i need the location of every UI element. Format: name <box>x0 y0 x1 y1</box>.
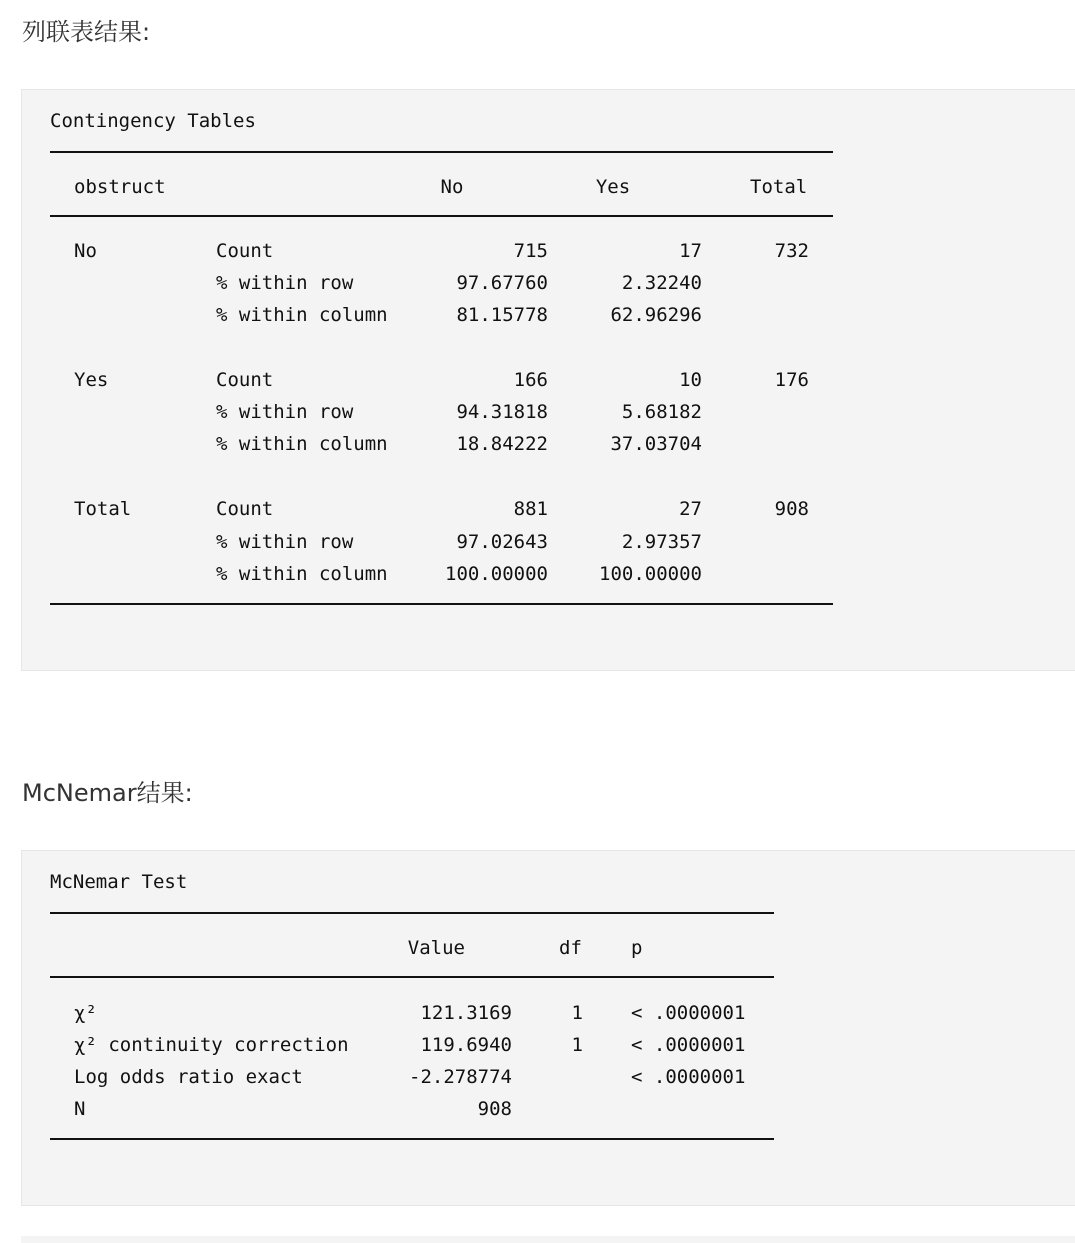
group-label-no: No <box>74 240 97 262</box>
stat-label: Count <box>216 240 274 262</box>
header-rule <box>50 976 774 978</box>
cell-yes: 2.32240 <box>621 272 702 294</box>
cell-yes: 27 <box>679 498 702 520</box>
mcnemar-heading: McNemar结果: <box>22 779 193 807</box>
cell-value: 908 <box>477 1098 512 1120</box>
cell-p: < .0000001 <box>631 1002 746 1024</box>
cell-p: < .0000001 <box>631 1034 746 1056</box>
col-header-total: Total <box>750 176 808 198</box>
group-label-yes: Yes <box>74 369 109 391</box>
stat-label: Count <box>216 498 274 520</box>
cell-no: 94.31818 <box>456 401 548 423</box>
stat-label: χ² <box>74 1002 97 1024</box>
cell-total: 176 <box>774 369 809 391</box>
col-header-value: Value <box>407 937 465 959</box>
stat-label: % within column <box>216 304 388 326</box>
cell-yes: 5.68182 <box>621 401 702 423</box>
cell-yes: 10 <box>679 369 702 391</box>
cell-yes: 37.03704 <box>610 433 702 455</box>
cell-no: 97.02643 <box>456 531 548 553</box>
cell-p: < .0000001 <box>631 1066 746 1088</box>
cell-value: -2.278774 <box>409 1066 512 1088</box>
mcnemar-code-block <box>21 850 1075 1206</box>
cell-yes: 2.97357 <box>621 531 702 553</box>
stat-label: % within column <box>216 563 388 585</box>
stat-label: Count <box>216 369 274 391</box>
contingency-title: Contingency Tables <box>50 110 256 132</box>
cell-no: 881 <box>513 498 548 520</box>
mcnemar-title: McNemar Test <box>50 871 188 893</box>
top-rule <box>50 912 774 914</box>
stat-label: % within column <box>216 433 388 455</box>
col-header-no: No <box>440 176 464 198</box>
col-header-obstruct: obstruct <box>74 176 166 198</box>
contingency-code-block <box>21 89 1075 671</box>
cell-yes: 100.00000 <box>599 563 702 585</box>
contingency-heading: 列联表结果: <box>22 18 151 46</box>
group-label-total: Total <box>74 498 132 520</box>
stat-label: % within row <box>216 401 354 423</box>
col-header-yes: Yes <box>595 176 631 198</box>
cell-no: 97.67760 <box>456 272 548 294</box>
stat-label: % within row <box>216 272 354 294</box>
top-rule <box>50 151 833 153</box>
cell-no: 715 <box>513 240 548 262</box>
cell-yes: 62.96296 <box>610 304 702 326</box>
cell-no: 81.15778 <box>456 304 548 326</box>
cell-value: 121.3169 <box>420 1002 512 1024</box>
cell-no: 18.84222 <box>456 433 548 455</box>
cell-df: 1 <box>571 1034 583 1056</box>
cell-no: 166 <box>513 369 548 391</box>
stat-label: Log odds ratio exact <box>74 1066 303 1088</box>
col-header-p: p <box>631 937 643 959</box>
stat-label: χ² continuity correction <box>74 1034 349 1056</box>
next-code-block-edge <box>21 1236 1075 1243</box>
cell-total: 732 <box>774 240 809 262</box>
bottom-rule <box>50 1138 774 1140</box>
stat-label: % within row <box>216 531 354 553</box>
bottom-rule <box>50 603 833 605</box>
stat-label: N <box>74 1098 86 1120</box>
col-header-df: df <box>559 937 582 959</box>
cell-no: 100.00000 <box>445 563 548 585</box>
cell-total: 908 <box>774 498 809 520</box>
cell-df: 1 <box>571 1002 583 1024</box>
header-rule <box>50 215 833 217</box>
cell-yes: 17 <box>679 240 702 262</box>
cell-value: 119.6940 <box>420 1034 512 1056</box>
